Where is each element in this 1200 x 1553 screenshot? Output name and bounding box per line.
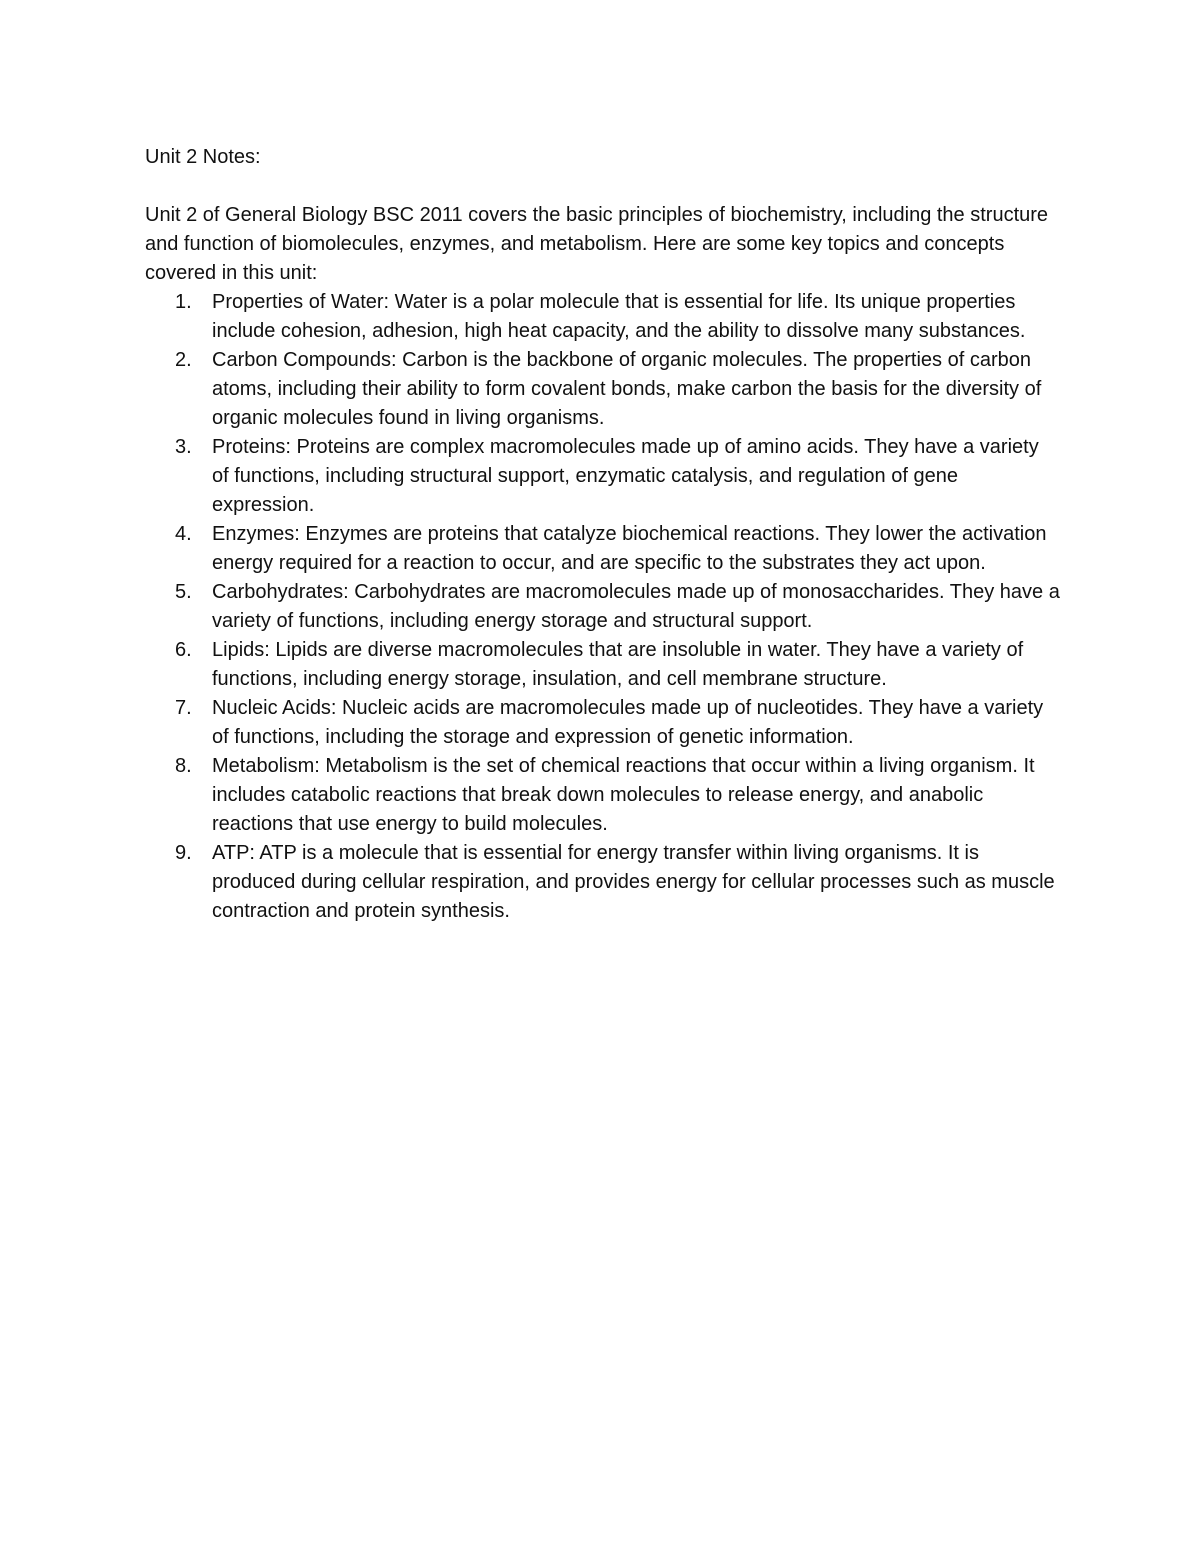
list-item-text: Lipids: Lipids are diverse macromolecules that are insoluble in water. They have a variety of functions, including energy storage, insulation, and cell membrane structure. [212,639,1024,690]
list-item [145,578,1060,636]
list-item-number: 4. [175,523,192,545]
list-item-number: 2. [175,349,192,371]
document-title: Unit 2 Notes: [145,146,261,168]
list-item [145,752,1060,839]
list-item [145,520,1060,578]
intro-paragraph: Unit 2 of General Biology BSC 2011 covers the basic principles of biochemistry, including the structure and function of biomolecules, enzymes, and metabolism. Here are some key topics and concepts covered in this unit: [145,204,1049,284]
list-item-number: 7. [175,697,192,719]
list-item-number: 3. [175,436,192,458]
list-item [145,433,1060,520]
list-item-text: Proteins: Proteins are complex macromolecules made up of amino acids. They have a variety of functions, including structural support, enzymatic catalysis, and regulation of gene expression. [212,436,1039,516]
list-item [145,694,1060,752]
topics-list [145,288,1060,926]
list-item-text: Carbon Compounds: Carbon is the backbone of organic molecules. The properties of carbon atoms, including their ability to form covalent bonds, make carbon the basis for the diversity of organic molecules found in living organisms. [212,349,1042,429]
list-item-text: Properties of Water: Water is a polar molecule that is essential for life. Its unique properties include cohesion, adhesion, high heat capacity, and the ability to dissolve many substances. [212,291,1026,342]
document-body [145,143,1060,926]
list-item-text: Carbohydrates: Carbohydrates are macromolecules made up of monosaccharides. They have a variety of functions, including energy storage and structural support. [212,581,1060,632]
list-item-text: Metabolism: Metabolism is the set of chemical reactions that occur within a living organism. It includes catabolic reactions that break down molecules to release energy, and anabolic reactions that use energy to build molecules. [212,755,1035,835]
list-item-number: 9. [175,842,192,864]
list-item-text: Nucleic Acids: Nucleic acids are macromolecules made up of nucleotides. They have a variety of functions, including the storage and expression of genetic information. [212,697,1044,748]
list-item [145,636,1060,694]
list-item-text: ATP: ATP is a molecule that is essential for energy transfer within living organisms. It is produced during cellular respiration, and provides energy for cellular processes such as muscle contraction and protein synthesis. [212,842,1055,922]
list-item [145,346,1060,433]
list-item [145,839,1060,926]
list-item [145,288,1060,346]
list-item-number: 5. [175,581,192,603]
list-item-number: 1. [175,291,192,313]
list-item-text: Enzymes: Enzymes are proteins that catalyze biochemical reactions. They lower the activation energy required for a reaction to occur, and are specific to the substrates they act upon. [212,523,1047,574]
list-item-number: 6. [175,639,192,661]
list-item-number: 8. [175,755,192,777]
